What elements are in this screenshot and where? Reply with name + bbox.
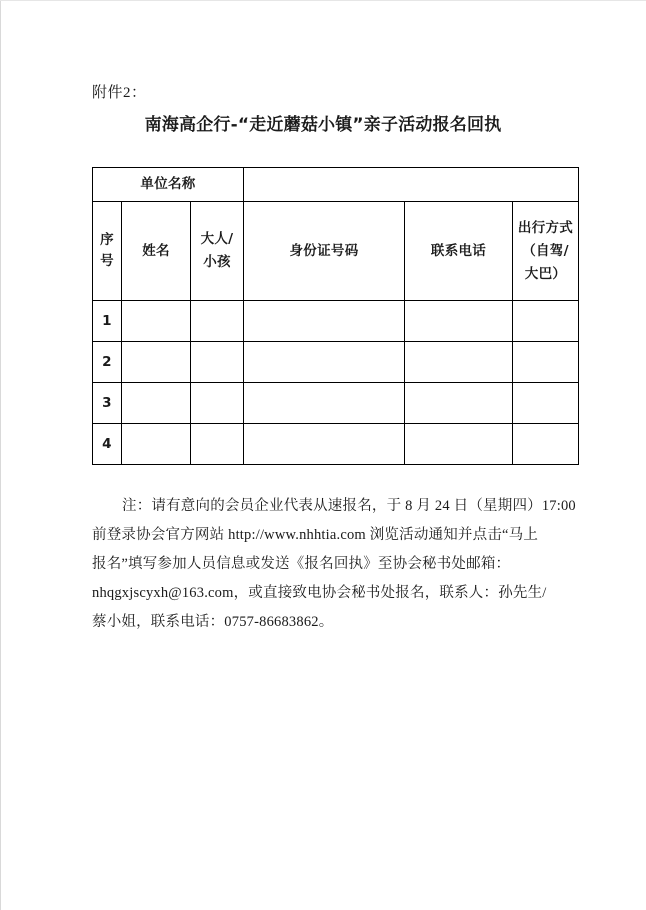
row-seq: 3: [93, 383, 122, 424]
header-seq-line2: 号: [100, 253, 114, 269]
row-name-cell[interactable]: [122, 424, 191, 465]
row-travel-cell[interactable]: [513, 383, 579, 424]
row-phone-cell[interactable]: [405, 342, 513, 383]
note-line-3: 报名”填写参加人员信息或发送《报名回执》至协会秘书处邮箱：: [92, 556, 511, 572]
row-travel-cell[interactable]: [513, 424, 579, 465]
row-id-number-cell[interactable]: [244, 342, 405, 383]
table-row: [93, 342, 579, 383]
row-type-cell[interactable]: [191, 424, 244, 465]
note-block: [92, 492, 582, 637]
row-id-number-cell[interactable]: [244, 424, 405, 465]
row-seq: 2: [93, 342, 122, 383]
row-name-cell[interactable]: [122, 342, 191, 383]
table-row: [93, 301, 579, 342]
header-cell-name: 姓名: [122, 202, 191, 301]
row-id-number-cell[interactable]: [244, 301, 405, 342]
header-type-line2: 小孩: [203, 254, 231, 270]
row-name-cell[interactable]: [122, 383, 191, 424]
row-seq: 1: [93, 301, 122, 342]
row-seq: 4: [93, 424, 122, 465]
table-row: [93, 383, 579, 424]
header-cell-travel: [513, 202, 579, 301]
note-line-5: 蔡小姐，联系电话：0757-86683862。: [92, 614, 334, 630]
row-travel-cell[interactable]: [513, 342, 579, 383]
row-id-number-cell[interactable]: [244, 383, 405, 424]
row-type-cell[interactable]: [191, 301, 244, 342]
header-travel-line3: 大巴）: [524, 265, 567, 282]
row-type-cell[interactable]: [191, 383, 244, 424]
note-line-4: nhqgxjscyxh@163.com，或直接致电协会秘书处报名，联系人：孙先生/: [92, 585, 547, 601]
header-seq-line1: 序: [100, 232, 114, 248]
registration-table: [92, 167, 579, 465]
table-row-header: [93, 202, 579, 301]
row-phone-cell[interactable]: [405, 383, 513, 424]
attachment-label: 附件2：: [92, 85, 147, 101]
row-phone-cell[interactable]: [405, 301, 513, 342]
page-title: 南海高企行-“走近蘑菇小镇”亲子活动报名回执: [144, 115, 502, 135]
row-name-cell[interactable]: [122, 301, 191, 342]
header-travel-line1: 出行方式: [517, 219, 574, 236]
note-line-1: 注：请有意向的会员企业代表从速报名，于 8 月 24 日（星期四）17:00: [122, 498, 576, 514]
row-phone-cell[interactable]: [405, 424, 513, 465]
header-cell-id-number: 身份证号码: [244, 202, 405, 301]
header-type-line1: 大人/: [200, 231, 234, 247]
row-travel-cell[interactable]: [513, 301, 579, 342]
header-cell-type: [191, 202, 244, 301]
row-type-cell[interactable]: [191, 342, 244, 383]
header-cell-seq: [93, 202, 122, 301]
table-row-unit-name: [93, 168, 579, 202]
header-cell-phone: 联系电话: [405, 202, 513, 301]
note-line-2: 前登录协会官方网站 http://www.nhhtia.com 浏览活动通知并点击“马上: [92, 527, 539, 543]
header-travel-line2: （自驾/: [522, 242, 569, 259]
table-row: [93, 424, 579, 465]
unit-name-label: 单位名称: [93, 168, 244, 202]
unit-name-value-cell[interactable]: [244, 168, 579, 202]
